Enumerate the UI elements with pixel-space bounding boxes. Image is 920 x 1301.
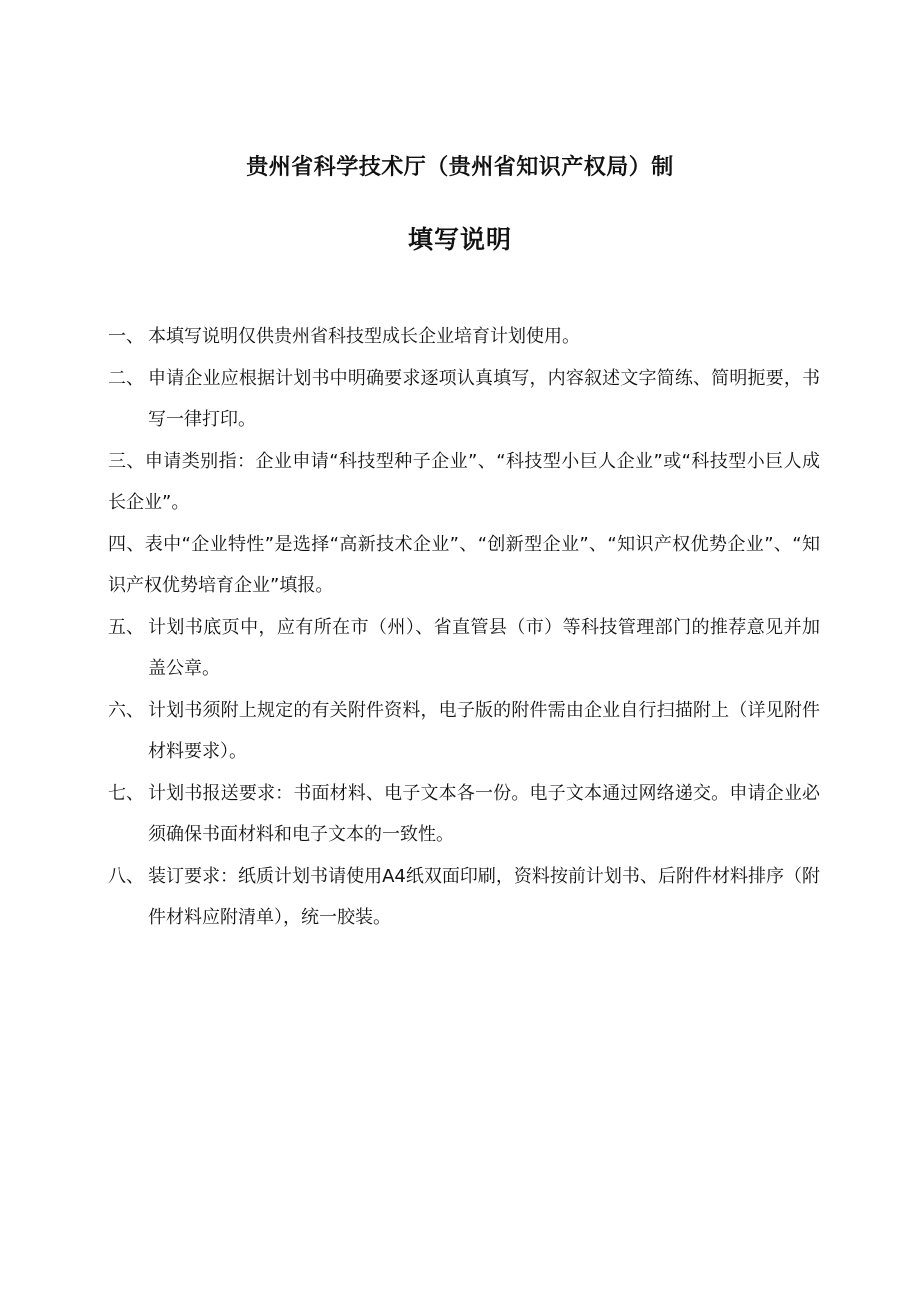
instruction-number: 一、 [108, 326, 144, 347]
instruction-text: 本填写说明仅供贵州省科技型成长企业培育计划使用。 [148, 326, 580, 347]
instruction-item [108, 358, 820, 441]
instruction-text: 申请企业应根据计划书中明确要求逐项认真填写，内容叙述文字简练、简明扼要，书写一律打印。 [148, 367, 820, 430]
instruction-number: 五、 [108, 616, 144, 638]
instruction-item [108, 773, 820, 856]
instruction-item [108, 690, 820, 773]
instruction-text: 申请类别指：企业申请“科技型种子企业”、“科技型小巨人企业”或“科技型小巨人成长企业”。 [108, 450, 821, 513]
instruction-text: 装订要求：纸质计划书请使用A4纸双面印刷，资料按前计划书、后附件材料排序（附件材料应附清单），统一胶装。 [148, 865, 820, 928]
instruction-item [108, 607, 820, 690]
instruction-item [108, 856, 820, 939]
instruction-number: 八、 [108, 865, 144, 887]
instruction-number: 三、 [108, 450, 145, 472]
instruction-number: 七、 [108, 782, 144, 804]
instruction-text: 计划书报送要求：书面材料、电子文本各一份。电子文本通过网络递交。申请企业必须确保书面材料和电子文本的一致性。 [148, 782, 820, 845]
instruction-text: 计划书底页中，应有所在市（州）、省直管县（市）等科技管理部门的推荐意见并加盖公章。 [148, 616, 820, 679]
instruction-number: 四、 [108, 533, 145, 555]
instruction-item [108, 316, 820, 358]
instruction-text: 表中“企业特性”是选择“高新技术企业”、“创新型企业”、“知识产权优势企业”、“知识产权优势培育企业”填报。 [108, 533, 820, 596]
instruction-item [108, 524, 820, 607]
instruction-number: 六、 [108, 699, 144, 721]
instruction-number: 二、 [108, 367, 144, 389]
issuer-line: 贵州省科学技术厅（贵州省知识产权局）制 [246, 155, 674, 180]
instruction-item [108, 441, 820, 524]
instruction-text: 计划书须附上规定的有关附件资料，电子版的附件需由企业自行扫描附上（详见附件材料要求）。 [148, 699, 820, 762]
instruction-list [108, 316, 820, 939]
page-title: 填写说明 [407, 225, 512, 254]
